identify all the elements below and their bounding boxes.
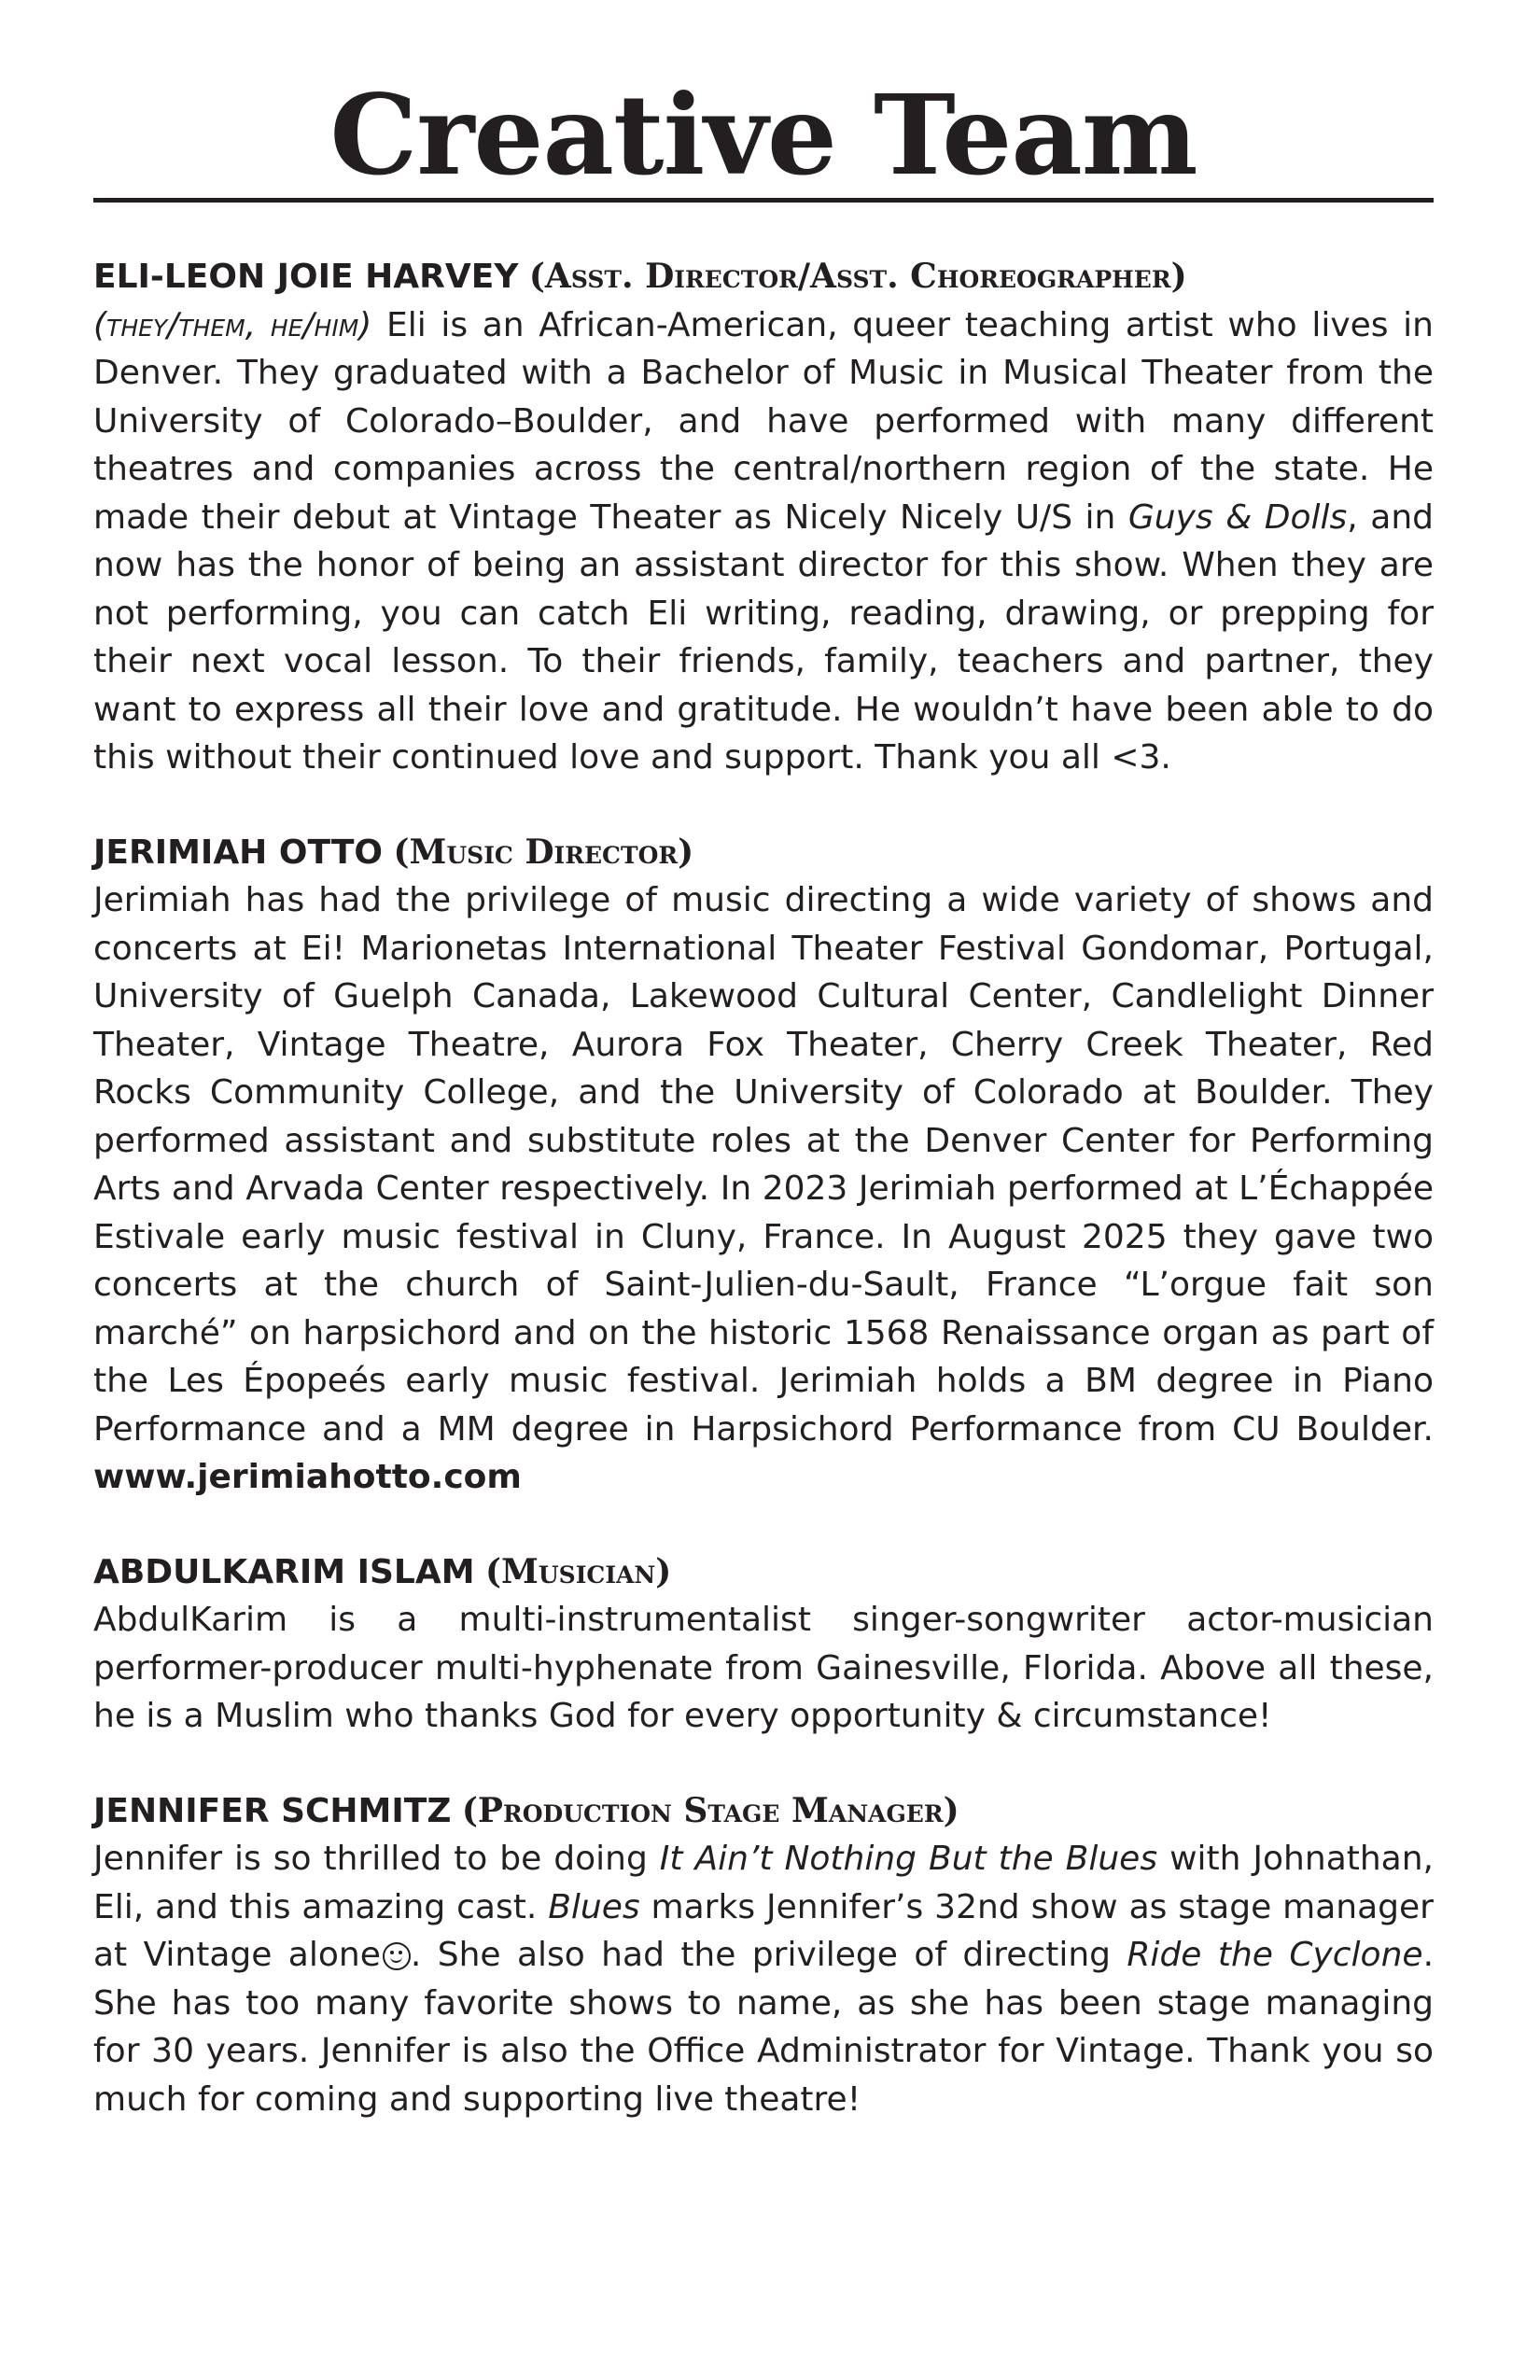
show-title: Guys & Dolls (1127, 497, 1348, 537)
program-page (93, 70, 1435, 2123)
show-title: Blues (548, 1887, 640, 1926)
bio-heading (93, 253, 1434, 301)
bio-heading (93, 1787, 1434, 1836)
bio-text-part: . She also had the privilege of directing (410, 1936, 1127, 1974)
bio-role: (Musician) (485, 1551, 672, 1591)
bio-text: AbdulKarim is a multi-instrumentalist singer-songwriter actor-musician performer-producer multi-hyphenate from Gainesville, Florida. Above all these, he is a Muslim who thanks God for every opportunity & circumstance! (93, 1601, 1434, 1735)
bio-role: (Production Stage Manager) (461, 1790, 959, 1830)
bio-abdulkarim-islam (93, 1548, 1434, 1741)
bio-text-part: , and now has the honor of being an assistant director for this show. When they are not performing, you can catch Eli writing, reading, drawing, or prepping for their next vocal lesson. To their friends, family, teachers and partner, they want to express all their love and gratitude. He wouldn’t have been able to do this without their continued love and support. Thank you all <3. (93, 497, 1434, 777)
page-title: Creative Team (329, 70, 1197, 200)
bio-text (93, 876, 1434, 1502)
bio-heading (93, 829, 1434, 877)
bio-text (93, 1835, 1434, 2123)
bio-heading (93, 1548, 1434, 1597)
bio-text-part: . She has too many favorite shows to name, as she has been stage managing for 30 years. Jennifer is also the Office Administrator for Vintage. Thank you so much for coming and supporting live theatre! (93, 1936, 1435, 2119)
show-title: Ride the Cyclone (1127, 1936, 1423, 1974)
bio-name: ABDULKARIM ISLAM (93, 1552, 475, 1591)
bio-role: (Music Director) (393, 832, 694, 872)
bio-jennifer-schmitz (93, 1787, 1434, 2124)
bio-text-part: Eli is an African-American, queer teaching artist who lives in Denver. They graduated with a Bachelor of Music in Musical Theater from the University of Colorado–Boulder, and have performed with many different theatres and companies across the central/northern region of the state. He made their debut at Vintage Theater as Nicely Nicely U/S in (93, 305, 1434, 537)
bio-text-part: with Johnathan, Eli, and this amazing cast. (93, 1840, 1435, 1926)
bio-name: JERIMIAH OTTO (93, 833, 383, 872)
bio-name: ELI-LEON JOIE HARVEY (93, 258, 519, 296)
bio-role: (Asst. Director/Asst. Choreographer) (528, 257, 1187, 296)
bio-text-part: Jennifer is so thrilled to be doing (93, 1840, 660, 1878)
bio-jerimiah-otto (93, 829, 1434, 1502)
bio-text (93, 301, 1434, 782)
website-link[interactable]: www.jerimiahotto.com (93, 1458, 522, 1496)
show-title: It Ain’t Nothing But the Blues (659, 1840, 1158, 1878)
bio-eli-leon-joie-harvey (93, 253, 1434, 782)
bio-text-part: Jerimiah has had the privilege of music directing a wide variety of shows and concerts at Ei! Marionetas International Theater Festival Gondomar, Portugal, University of Guelph Canada, Lakewood Cultural Center, Candlelight Dinner Theater, Vintage Theatre, Aurora Fox Theater, Cherry Creek Theater, Red Rocks Community College, and the University of Colorado at Boulder. They performed assistant and substitute roles at the Denver Center for Performing Arts and Arvada Center respectively. In 2023 Jerimiah performed at L’Échappée Estivale early music festival in Cluny, France. In August 2025 they gave two concerts at the church of Saint-Julien-du-Sault, France “L’orgue fait son marché” on harpsichord and on the historic 1568 Renaissance organ as part of the Les Épopeés early music festival. Jerimiah holds a BM degree in Piano Performance and a MM degree in Harpsichord Performance from CU Boulder. (93, 881, 1434, 1449)
bio-name: JENNIFER SCHMITZ (93, 1791, 452, 1830)
smile-icon (383, 1942, 411, 1970)
bio-pronouns: (they/them, he/him) (93, 305, 372, 344)
bio-text-part: marks Jennifer’s 32nd show as stage manager at Vintage alone (93, 1887, 1434, 1974)
